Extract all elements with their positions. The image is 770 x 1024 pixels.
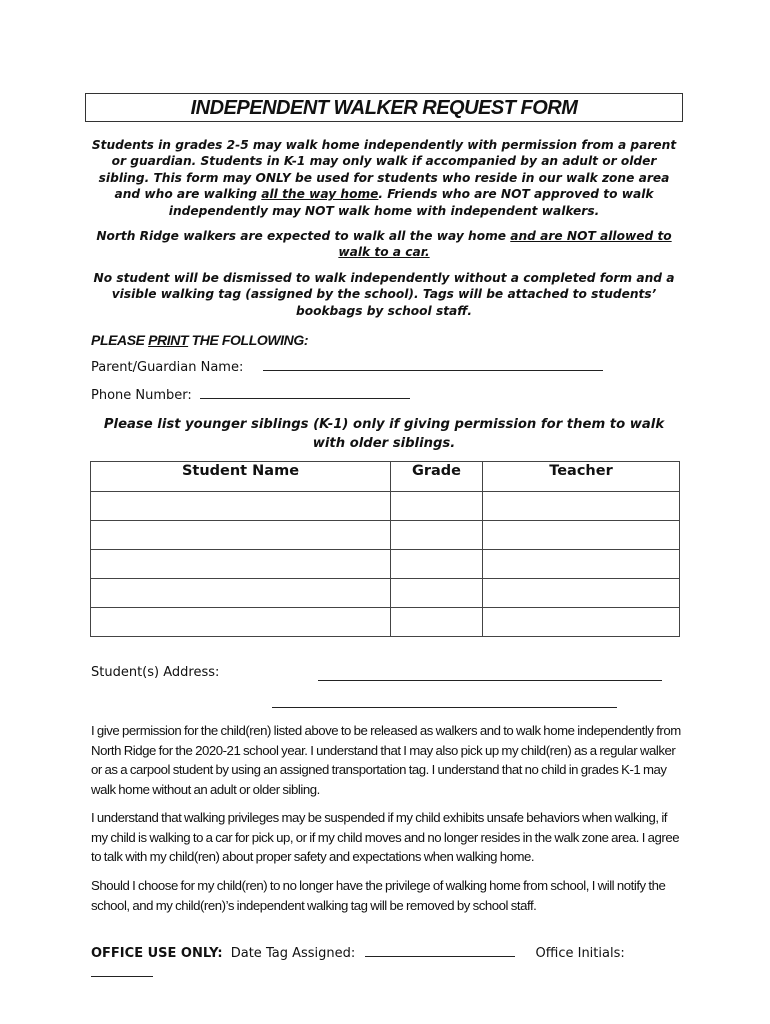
print-heading-after: THE FOLLOWING: <box>188 332 309 348</box>
intro-text-1: Students in grades 2-5 may walk home independently with permission from a parent or guardian. Students in K-1 may only walk if accompanied by an adult or older sibling. This form may ONLY be used for students who reside in our walk zone area and who are walking <box>91 138 677 202</box>
print-heading <box>91 332 308 348</box>
grade-cell[interactable] <box>391 579 483 608</box>
student-name-cell[interactable] <box>91 579 391 608</box>
siblings-note: Please list younger siblings (K-1) only if giving permission for them to walk with older siblings. <box>103 417 665 451</box>
no-dismissal-note: No student will be dismissed to walk independently without a completed form and a visible walking tag (assigned by the school). Tags will be attached to students’ bookbags by school staff. <box>93 271 675 318</box>
teacher-cell[interactable] <box>483 550 680 579</box>
address-field-line-2[interactable] <box>272 706 617 708</box>
phone-row <box>91 388 410 403</box>
address-row <box>91 665 219 680</box>
permission-paragraph: I give permission for the child(ren) listed above to be released as walkers and to walk home independently from North Ridge for the 2020-21 school year. I understand that I may also pick up my child(ren) as a regular walker or as a carpool student by using an assigned transportation tag. I understand that no child in grades K-1 may walk home without an adult or older sibling. <box>91 723 681 797</box>
print-heading-underlined: PRINT <box>148 332 189 348</box>
form-title: INDEPENDENT WALKER REQUEST FORM <box>190 97 578 119</box>
student-name-cell[interactable] <box>91 550 391 579</box>
office-initials-field[interactable] <box>91 975 153 977</box>
phone-label: Phone Number: <box>91 388 192 403</box>
teacher-cell[interactable] <box>483 492 680 521</box>
table-row <box>91 608 680 637</box>
intro-underlined: all the way home <box>261 187 379 202</box>
address-field-line-1[interactable] <box>318 679 662 681</box>
col-teacher: Teacher <box>483 462 680 492</box>
student-name-cell[interactable] <box>91 521 391 550</box>
date-tag-field[interactable] <box>365 955 515 957</box>
grade-cell[interactable] <box>391 608 483 637</box>
parent-name-field[interactable] <box>263 369 603 371</box>
student-name-cell[interactable] <box>91 608 391 637</box>
teacher-cell[interactable] <box>483 579 680 608</box>
grade-cell[interactable] <box>391 492 483 521</box>
table-row <box>91 579 680 608</box>
intro-paragraph <box>88 137 680 219</box>
student-name-cell[interactable] <box>91 492 391 521</box>
intro-text-2: . Friends who are NOT approved to walk independently may NOT walk home with independent walkers. <box>168 187 654 218</box>
title-box <box>85 93 683 122</box>
parent-name-label: Parent/Guardian Name: <box>91 360 244 375</box>
date-tag-label: Date Tag Assigned: <box>230 946 356 961</box>
office-use-section <box>91 944 691 984</box>
col-student-name: Student Name <box>91 462 391 492</box>
print-heading-before: PLEASE <box>91 332 149 348</box>
office-use-label: OFFICE USE ONLY: <box>91 946 223 961</box>
parent-name-row <box>91 360 603 375</box>
phone-field[interactable] <box>200 397 410 399</box>
table-row <box>91 521 680 550</box>
privileges-paragraph: I understand that walking privileges may be suspended if my child exhibits unsafe behaviors when walking, if my child is walking to a car for pick up, or if my child moves and no longer resides in the walk zone area. I agree to talk with my child(ren) about proper safety and expectations when walking home. <box>91 810 680 864</box>
siblings-table <box>90 461 680 637</box>
table-row <box>91 492 680 521</box>
north-ridge-note <box>88 228 680 261</box>
teacher-cell[interactable] <box>483 521 680 550</box>
table-header-row <box>91 462 680 492</box>
table-row <box>91 550 680 579</box>
north-ridge-text: North Ridge walkers are expected to walk all the way home <box>96 229 511 243</box>
grade-cell[interactable] <box>391 550 483 579</box>
revocation-paragraph: Should I choose for my child(ren) to no longer have the privilege of walking home from school, I will notify the school, and my child(ren)’s independent walking tag will be removed by school staff. <box>91 878 666 913</box>
address-label: Student(s) Address: <box>91 665 220 680</box>
north-ridge-underlined: and are NOT allowed to walk to a car. <box>338 229 672 260</box>
teacher-cell[interactable] <box>483 608 680 637</box>
col-grade: Grade <box>391 462 483 492</box>
office-initials-label: Office Initials: <box>535 946 625 961</box>
grade-cell[interactable] <box>391 521 483 550</box>
